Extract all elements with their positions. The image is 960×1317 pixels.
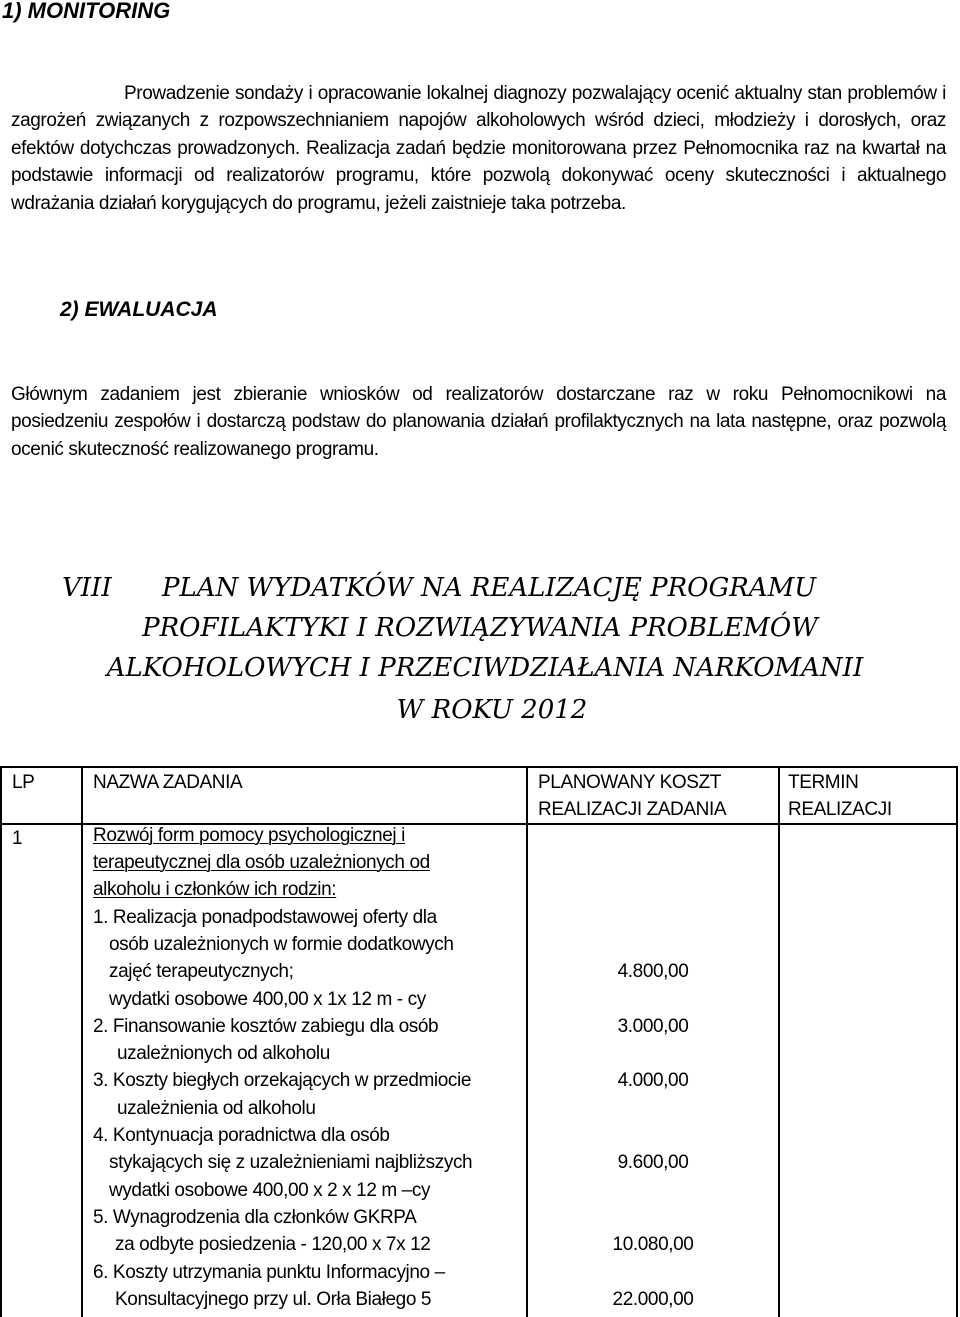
- task-item-line: wydatki osobowe 400,00 x 2 x 12 m –cy: [109, 1180, 431, 1201]
- header-term-line-1: TERMIN: [788, 772, 859, 793]
- task-title-line-2: terapeutycznej dla osób uzależnionych od: [93, 852, 430, 873]
- task-item-line: wydatki osobowe 400,00 x 1x 12 m - cy: [109, 989, 426, 1010]
- task-item-line: 4. Kontynuacja poradnictwa dla osób: [93, 1125, 390, 1146]
- plan-title-numeral: VIII: [62, 573, 112, 603]
- table-divider: [778, 768, 780, 1317]
- cost-amount: 9.600,00: [617, 1152, 689, 1173]
- cost-amount: 22.000,00: [612, 1289, 694, 1310]
- task-item-line: uzależnionych od alkoholu: [117, 1043, 330, 1064]
- cost-amount: 4.000,00: [617, 1070, 689, 1091]
- header-term-line-2: REALIZACJI: [788, 799, 892, 820]
- task-item-line: zajęć terapeutycznych;: [109, 961, 294, 982]
- task-item-line: 2. Finansowanie kosztów zabiegu dla osób: [93, 1016, 439, 1037]
- header-cost-line-1: PLANOWANY KOSZT: [538, 772, 721, 793]
- task-item-line: uzależnienia od alkoholu: [117, 1098, 316, 1119]
- task-item-line: 6. Koszty utrzymania punktu Informacyjno –: [93, 1262, 445, 1283]
- budget-table: [0, 766, 958, 1317]
- task-item-line: osób uzależnionych w formie dodatkowych: [109, 934, 454, 955]
- cost-amount: 3.000,00: [617, 1016, 689, 1037]
- task-item-line: 1. Realizacja ponadpodstawowej oferty dla: [93, 907, 437, 928]
- task-item-line: 5. Wynagrodzenia dla członków GKRPA: [93, 1207, 417, 1228]
- row-lp: 1: [12, 828, 23, 849]
- section-heading-ewaluacja: 2) EWALUACJA: [60, 298, 218, 321]
- ewaluacja-paragraph: Głównym zadaniem jest zbieranie wniosków od realizatorów dostarczane raz w roku Pełnomocnikowi na posiedzeniu zespołów i dostarczą podstaw do planowania działań profilaktycznych na lata następne, oraz pozwolą ocenić skuteczność realizowanego programu.: [11, 384, 946, 460]
- cost-amount: 4.800,00: [617, 961, 689, 982]
- plan-title-line-4: W ROKU 2012: [396, 695, 588, 725]
- task-title-line-1: Rozwój form pomocy psychologicznej i: [93, 825, 405, 846]
- task-item-line: za odbyte posiedzenia - 120,00 x 7x 12: [115, 1234, 431, 1255]
- header-task-name: NAZWA ZADANIA: [93, 772, 243, 793]
- section-heading-monitoring: 1) MONITORING: [2, 0, 171, 23]
- plan-title-line-3: ALKOHOLOWYCH I PRZECIWDZIAŁANIA NARKOMANII: [106, 653, 864, 683]
- task-item-line: Konsultacyjnego przy ul. Orła Białego 5: [115, 1289, 432, 1310]
- table-divider: [81, 768, 83, 1317]
- task-item-line: 3. Koszty biegłych orzekających w przedmiocie: [93, 1070, 472, 1091]
- header-lp: LP: [12, 772, 35, 793]
- plan-title-line-1: PLAN WYDATKÓW NA REALIZACJĘ PROGRAMU: [162, 573, 817, 603]
- task-title-line-3: alkoholu i członków ich rodzin:: [93, 879, 337, 900]
- cost-amount: 10.080,00: [612, 1234, 694, 1255]
- task-item-line: stykających się z uzależnieniami najbliższych: [109, 1152, 473, 1173]
- monitoring-paragraph: Prowadzenie sondaży i opracowanie lokalnej diagnozy pozwalający ocenić aktualny stan problemów i zagrożeń związanych z rozpowszechnianiem napojów alkoholowych wśród dzieci, młodzieży i dorosłych, oraz efektów dotychczas prowadzonych. Realizacja zadań będzie monitorowana przez Pełnomocnika raz na kwartał na podstawie informacji od realizatorów programu, które pozwolą dokonywać oceny skuteczności i aktualnego wdrażania działań korygujących do programu, jeżeli zaistnieje taka potrzeba.: [11, 83, 946, 214]
- header-cost-line-2: REALIZACJI ZADANIA: [538, 799, 727, 820]
- plan-title-line-2: PROFILAKTYKI I ROZWIĄZYWANIA PROBLEMÓW: [142, 613, 818, 643]
